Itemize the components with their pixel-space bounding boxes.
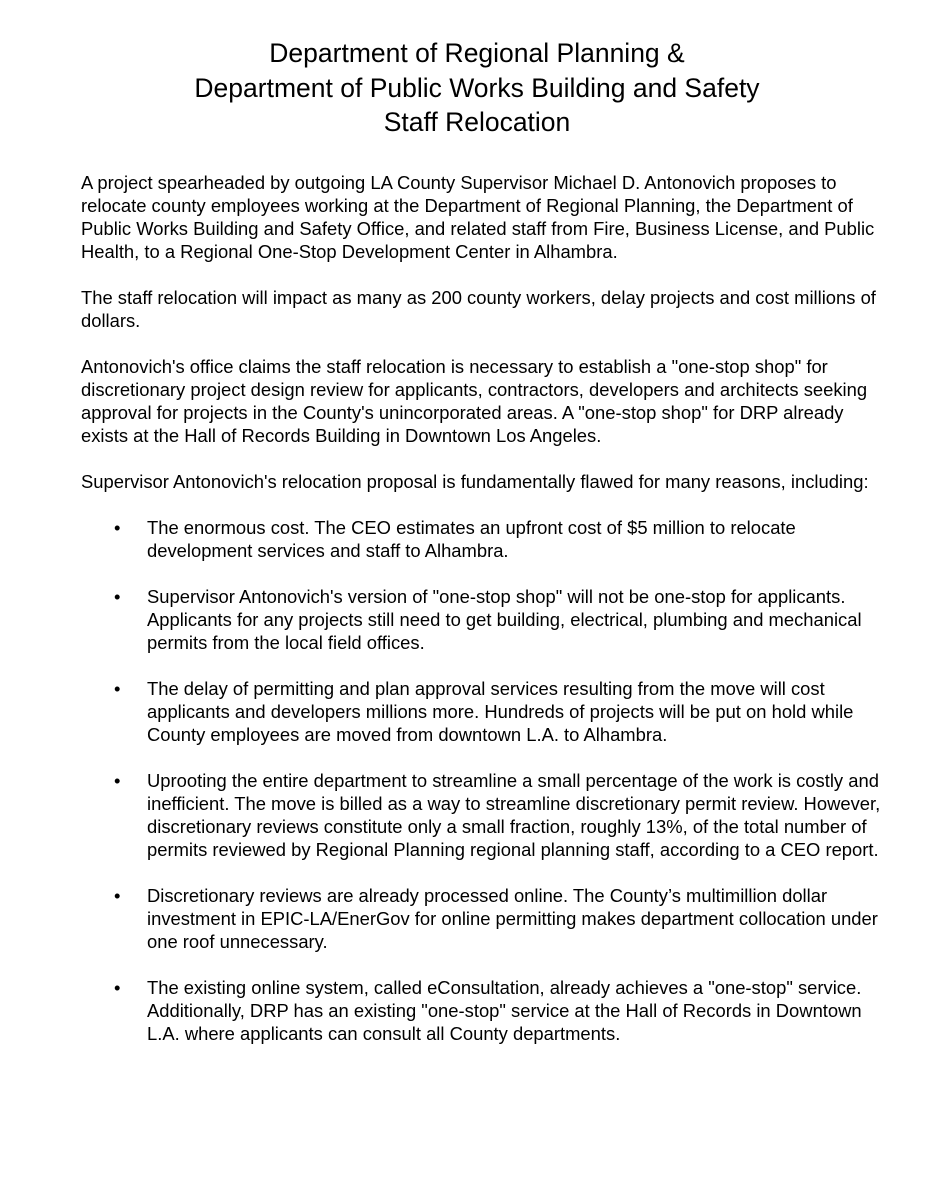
title-line-1: Department of Regional Planning & [269, 38, 685, 68]
paragraph-impact: The staff relocation will impact as many as 200 county workers, delay projects and cost millions of dollars. [81, 287, 876, 331]
list-item-text: The existing online system, called eConsultation, already achieves a "one-stop" service. Additionally, DRP has an existing "one-stop" service at the Hall of Records in Downtown L.A. where applicants can consult all County departments. [147, 977, 862, 1044]
reasons-list [81, 516, 881, 1045]
bullet-icon: • [114, 678, 121, 699]
list-item [81, 884, 881, 953]
document-body [81, 171, 881, 1068]
title-line-2: Department of Public Works Building and Safety [194, 72, 760, 103]
bullet-icon: • [114, 977, 121, 998]
bullet-icon: • [114, 517, 121, 538]
bullet-icon: • [114, 770, 121, 791]
bullet-icon: • [114, 586, 121, 607]
title-line-3: Staff Relocation [383, 107, 571, 137]
list-item [81, 769, 881, 861]
document-title [0, 36, 950, 140]
bullet-icon: • [114, 885, 121, 906]
paragraph-intro: A project spearheaded by outgoing LA County Supervisor Michael D. Antonovich proposes to relocate county employees working at the Department of Regional Planning, the Department of Public Works Building and Safety Office, and related staff from Fire, Business License, and Public Health, to a Regional One-Stop Development Center in Alhambra. [81, 172, 875, 262]
list-item-text: Supervisor Antonovich's version of "one-stop shop" will not be one-stop for applicants. Applicants for any projects still need to get building, electrical, plumbing and mechanical permits from the local field offices. [147, 586, 862, 653]
list-item-text: Discretionary reviews are already processed online. The County’s multimillion dollar investment in EPIC-LA/EnerGov for online permitting makes department collocation under one roof unnecessary. [147, 885, 878, 952]
list-item-text: Uprooting the entire department to streamline a small percentage of the work is costly and inefficient. The move is billed as a way to streamline discretionary permit review. However, discretionary reviews constitute only a small fraction, roughly 13%, of the total number of permits reviewed by Regional Planning regional planning staff, according to a CEO report. [147, 770, 881, 860]
list-item-text: The delay of permitting and plan approval services resulting from the move will cost applicants and developers millions more. Hundreds of projects will be put on hold while County employees are moved from downtown L.A. to Alhambra. [147, 678, 854, 745]
paragraph-claims: Antonovich's office claims the staff relocation is necessary to establish a "one-stop shop" for discretionary project design review for applicants, contractors, developers and architects seeking approval for projects in the County's unincorporated areas. A "one-stop shop" for DRP already exists at the Hall of Records Building in Downtown Los Angeles. [81, 356, 868, 446]
list-item [81, 677, 881, 746]
list-item [81, 516, 881, 562]
list-item [81, 976, 881, 1045]
paragraph-flawed: Supervisor Antonovich's relocation proposal is fundamentally flawed for many reasons, including: [81, 471, 869, 492]
list-item [81, 585, 881, 654]
list-item-text: The enormous cost. The CEO estimates an upfront cost of $5 million to relocate development services and staff to Alhambra. [147, 517, 796, 561]
